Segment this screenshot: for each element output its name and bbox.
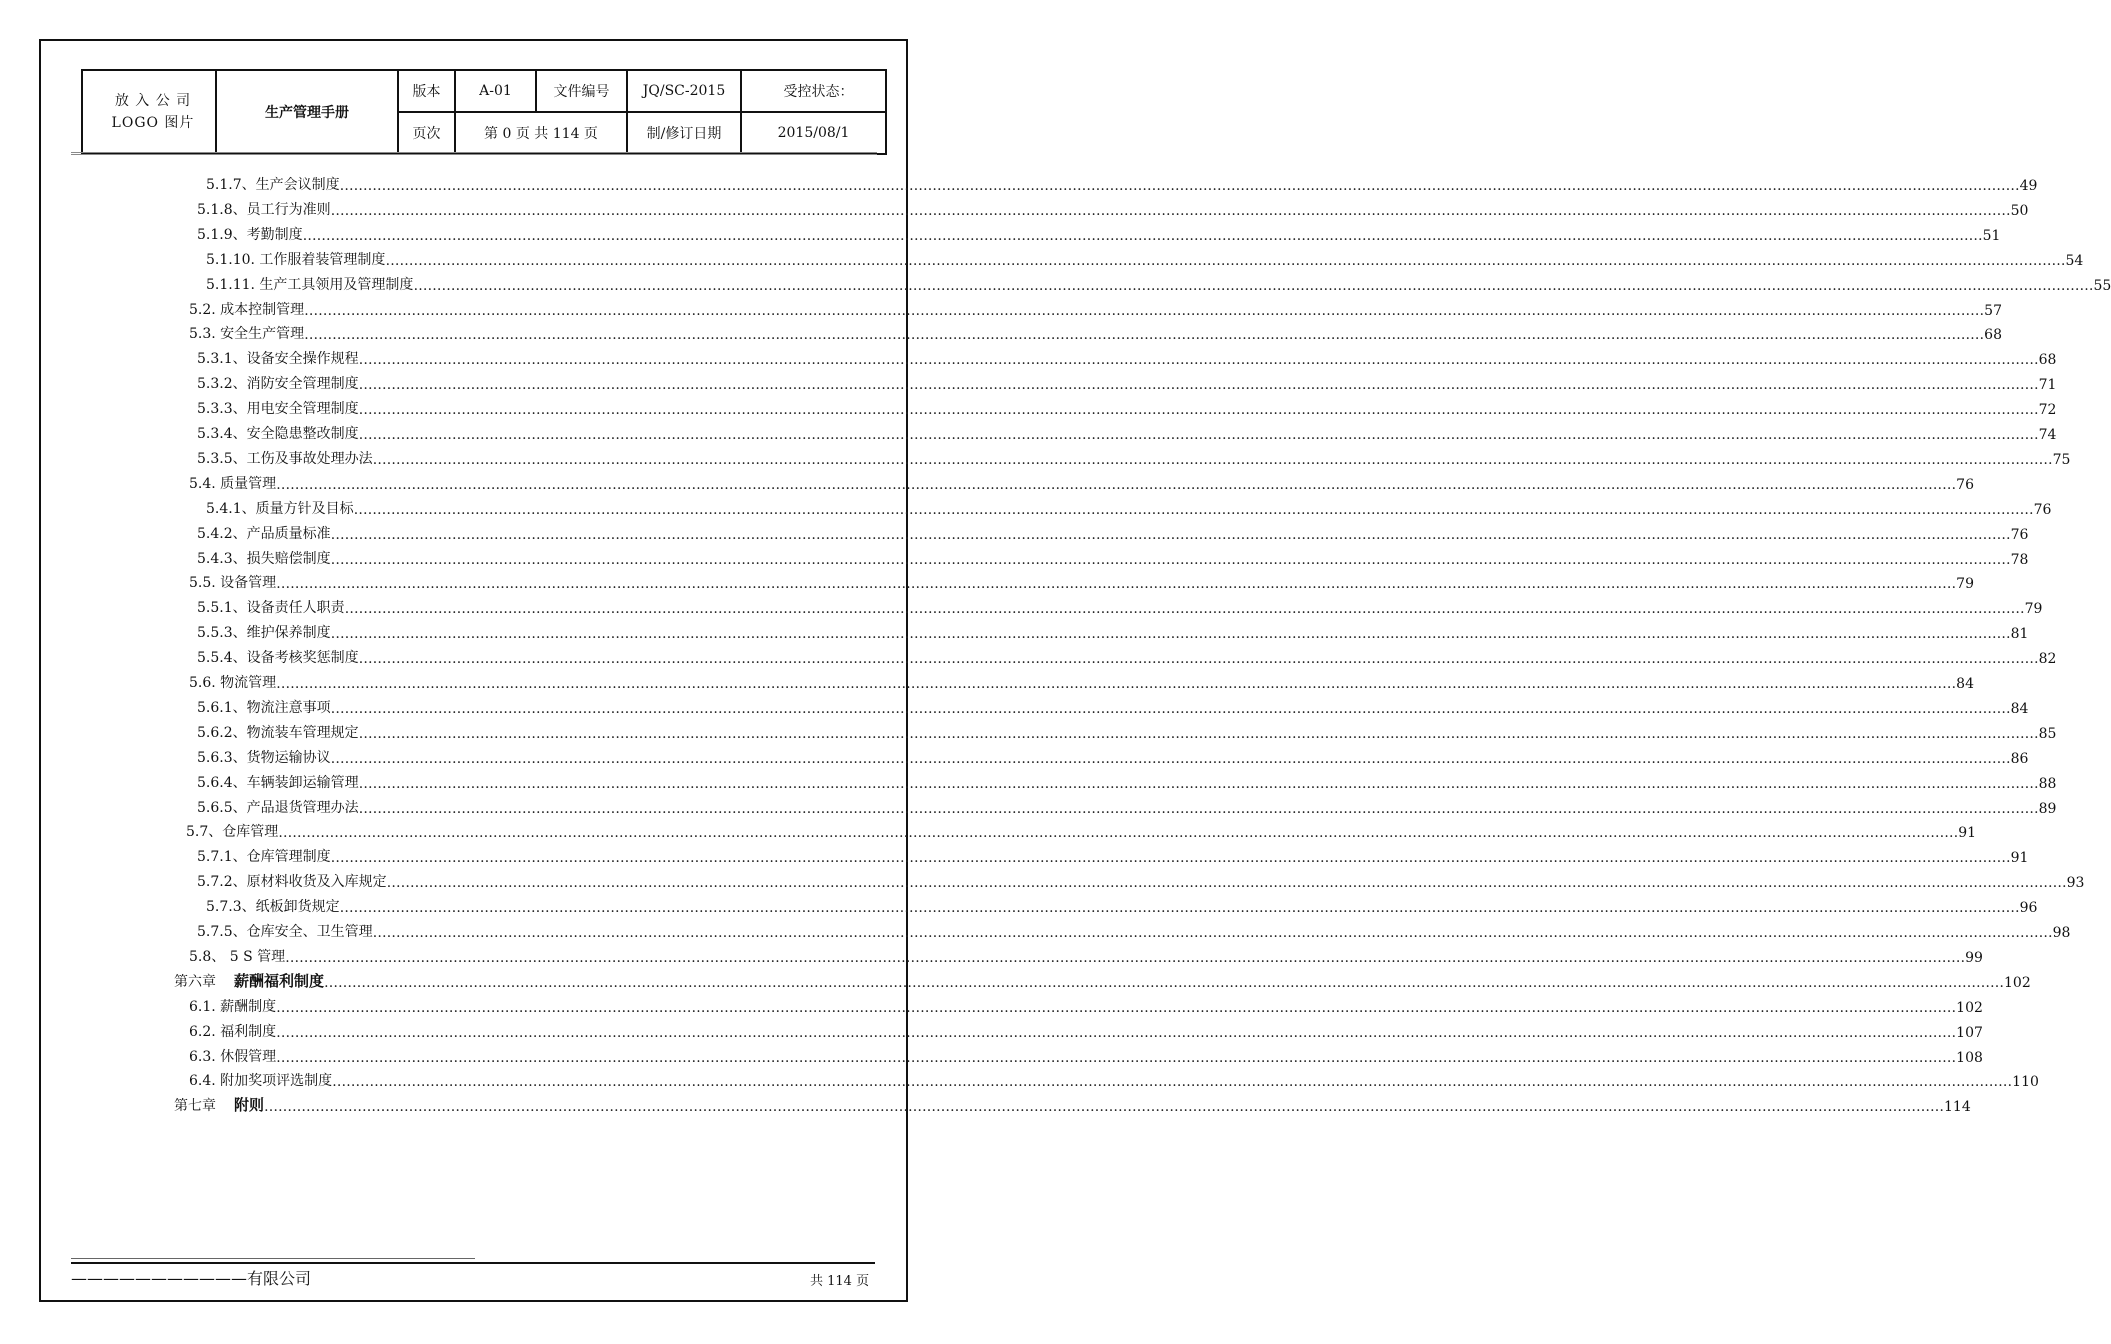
toc-leader-dots: ……………………………………………………………………………………………………………………………………………………………………………………………………………………………………………………………………………………………………………………………… xyxy=(324,974,2005,991)
toc-entry-label: 5.1.10. 工作服着装管理制度 xyxy=(206,251,386,268)
toc-entry[interactable] xyxy=(197,195,2029,219)
toc-entry-label: 5.3.2、消防安全管理制度 xyxy=(197,376,359,393)
toc-page-number: 82 xyxy=(2038,651,2057,668)
toc-entry[interactable] xyxy=(197,718,2057,742)
doc-no-label: 文件编号 xyxy=(536,70,627,112)
toc-leader-dots: ……………………………………………………………………………………………………………………………………………………………………………………………………………………………………………………………………………………………………………………………… xyxy=(276,476,1957,493)
toc-page-number: 51 xyxy=(1982,227,2001,244)
toc-chapter-entry[interactable] xyxy=(174,1091,1971,1116)
toc-entry[interactable] xyxy=(186,817,1977,842)
toc-entry[interactable] xyxy=(197,444,2071,468)
toc-leader-dots: ……………………………………………………………………………………………………………………………………………………………………………………………………………………………………………………………………………………………………………………………… xyxy=(358,725,2039,742)
toc-entry[interactable] xyxy=(189,942,1983,966)
toc-page-number: 93 xyxy=(2066,875,2085,892)
toc-page-number: 84 xyxy=(2010,700,2029,717)
toc-chapter-title: 附则 xyxy=(234,1096,265,1115)
toc-leader-dots: ……………………………………………………………………………………………………………………………………………………………………………………………………………………………………………………………………………………………………………………………… xyxy=(264,1099,1945,1116)
toc-chapter-title: 薪酬福利制度 xyxy=(234,971,325,990)
toc-entry-label: 5.3.4、安全隐患整改制度 xyxy=(197,426,359,442)
toc-leader-dots: ……………………………………………………………………………………………………………………………………………………………………………………………………………………………………………………………………………………………………………………………… xyxy=(276,1049,1957,1066)
toc-entry[interactable] xyxy=(197,743,2029,767)
toc-leader-dots: ……………………………………………………………………………………………………………………………………………………………………………………………………………………………………………………………………………………………………………………………… xyxy=(276,676,1957,692)
toc-entry-label: 5.7、仓库管理 xyxy=(186,824,279,841)
footer-divider-thin xyxy=(71,1258,475,1259)
toc-chapter-entry[interactable] xyxy=(174,967,2031,991)
toc-leader-dots: ……………………………………………………………………………………………………………………………………………………………………………………………………………………………………………………………………………………………………………………………… xyxy=(358,651,2039,668)
toc-entry-label: 5.5. 设备管理 xyxy=(189,575,277,592)
footer-divider-thick xyxy=(71,1262,875,1264)
toc-page-number: 57 xyxy=(1984,302,2002,319)
logo-placeholder xyxy=(82,70,216,154)
toc-entry[interactable] xyxy=(189,1017,1983,1041)
toc-entry-label: 5.7.2、原材料收货及入库规定 xyxy=(197,874,387,891)
toc-page-number: 96 xyxy=(2019,900,2038,917)
toc-leader-dots: ……………………………………………………………………………………………………………………………………………………………………………………………………………………………………………………………………………………………………………………………… xyxy=(330,202,2011,219)
toc-entry[interactable] xyxy=(197,369,2057,394)
toc-leader-dots: ……………………………………………………………………………………………………………………………………………………………………………………………………………………………………………………………………………………………………………………………… xyxy=(358,402,2039,419)
toc-entry-label: 5.3. 安全生产管理 xyxy=(189,326,305,343)
toc-page-number: 74 xyxy=(2038,427,2057,443)
toc-page-number: 75 xyxy=(2052,451,2071,468)
toc-entry[interactable] xyxy=(197,220,2001,244)
toc-leader-dots: ……………………………………………………………………………………………………………………………………………………………………………………………………………………………………………………………………………………………………………………………… xyxy=(285,949,1966,966)
logo-line-1: 放 入 公 司 xyxy=(114,93,192,109)
doc-no-value: JQ/SC-2015 xyxy=(627,70,741,112)
toc-leader-dots: ……………………………………………………………………………………………………………………………………………………………………………………………………………………………………………………………………………………………………………………………… xyxy=(276,999,1957,1016)
toc-entry[interactable] xyxy=(197,419,2057,443)
toc-page-number: 81 xyxy=(2010,626,2029,643)
toc-page-number: 68 xyxy=(2038,352,2057,369)
toc-entry[interactable] xyxy=(197,917,2071,941)
toc-leader-dots: ……………………………………………………………………………………………………………………………………………………………………………………………………………………………………………………………………………………………………………………………… xyxy=(278,825,1959,842)
toc-leader-dots: ……………………………………………………………………………………………………………………………………………………………………………………………………………………………………………………………………………………………………………………………… xyxy=(276,576,1957,593)
toc-leader-dots: ……………………………………………………………………………………………………………………………………………………………………………………………………………………………………………………………………………………………………………………………… xyxy=(330,526,2011,543)
toc-leader-dots: ……………………………………………………………………………………………………………………………………………………………………………………………………………………………………………………………………………………………………………………………… xyxy=(358,427,2039,443)
toc-leader-dots: ……………………………………………………………………………………………………………………………………………………………………………………………………………………………………………………………………………………………………………………………… xyxy=(358,377,2039,394)
toc-leader-dots: ……………………………………………………………………………………………………………………………………………………………………………………………………………………………………………………………………………………………………………………………… xyxy=(385,252,2066,269)
toc-entry[interactable] xyxy=(189,295,2002,319)
toc-page-number: 79 xyxy=(1956,576,1974,593)
toc-page-number: 89 xyxy=(2038,800,2057,817)
toc-page-number: 72 xyxy=(2038,402,2057,419)
toc-entry[interactable] xyxy=(206,270,2111,294)
toc-entry-label: 5.6.5、产品退货管理办法 xyxy=(197,799,359,816)
toc-page-number: 88 xyxy=(2038,775,2057,792)
version-value: A-01 xyxy=(455,70,536,112)
toc-entry[interactable] xyxy=(197,519,2029,543)
toc-page-number: 79 xyxy=(2024,601,2043,618)
toc-page-number: 102 xyxy=(1956,999,1983,1016)
toc-leader-dots: ……………………………………………………………………………………………………………………………………………………………………………………………………………………………………………………………………………………………………………………………… xyxy=(413,277,2094,294)
toc-page-number: 91 xyxy=(1958,825,1977,842)
toc-entry[interactable] xyxy=(197,544,2029,568)
toc-entry-label: 5.5.4、设备考核奖惩制度 xyxy=(197,650,359,667)
toc-entry[interactable] xyxy=(189,568,1974,593)
toc-page-number: 76 xyxy=(1956,476,1974,493)
toc-page-number: 85 xyxy=(2038,725,2057,742)
toc-entry-label: 5.1.9、考勤制度 xyxy=(197,226,303,243)
toc-page-number: 102 xyxy=(2004,974,2031,991)
toc-entry[interactable] xyxy=(197,344,2057,369)
revision-label: 制/修订日期 xyxy=(627,112,741,154)
toc-page-number: 107 xyxy=(1956,1024,1983,1041)
toc-page-number: 76 xyxy=(2033,501,2052,518)
toc-entry[interactable] xyxy=(206,892,2038,917)
toc-entry-label: 5.5.1、设备责任人职责 xyxy=(197,600,345,617)
toc-leader-dots: ……………………………………………………………………………………………………………………………………………………………………………………………………………………………………………………………………………………………………………………………… xyxy=(276,1024,1957,1041)
toc-entry-label: 第七章 xyxy=(174,1098,216,1115)
toc-leader-dots: ……………………………………………………………………………………………………………………………………………………………………………………………………………………………………………………………………………………………………………………………… xyxy=(332,1074,2013,1091)
toc-entry-label: 5.3.1、设备安全操作规程 xyxy=(197,351,359,368)
toc-entry[interactable] xyxy=(197,643,2057,668)
toc-entry[interactable] xyxy=(197,693,2029,717)
revision-value: 2015/08/1 xyxy=(741,112,886,154)
toc-entry-label: 第六章 xyxy=(174,973,216,990)
toc-page-number: 78 xyxy=(2010,551,2029,568)
toc-entry-label: 6.2. 福利制度 xyxy=(189,1023,277,1040)
toc-entry[interactable] xyxy=(189,668,1974,692)
toc-entry-label: 5.5.3、维护保养制度 xyxy=(197,625,331,642)
toc-entry-label: 6.3. 休假管理 xyxy=(189,1048,277,1065)
toc-page-number: 84 xyxy=(1956,676,1974,692)
toc-leader-dots: ……………………………………………………………………………………………………………………………………………………………………………………………………………………………………………………………………………………………………………………………… xyxy=(330,551,2011,568)
toc-entry-label: 5.7.1、仓库管理制度 xyxy=(197,849,331,866)
toc-leader-dots: ……………………………………………………………………………………………………………………………………………………………………………………………………………………………………………………………………………………………………………………………… xyxy=(330,700,2011,717)
toc-entry-label: 5.7.5、仓库安全、卫生管理 xyxy=(197,924,373,940)
toc-leader-dots: ……………………………………………………………………………………………………………………………………………………………………………………………………………………………………………………………………………………………………………………………… xyxy=(304,302,1985,319)
toc-entry-label: 5.2. 成本控制管理 xyxy=(189,301,305,318)
toc-page-number: 91 xyxy=(2010,850,2029,867)
footer-total-pages: 共 114 页 xyxy=(810,1274,870,1289)
document-header-table xyxy=(81,69,887,155)
toc-leader-dots: ……………………………………………………………………………………………………………………………………………………………………………………………………………………………………………………………………………………………………………………………… xyxy=(372,925,2053,941)
toc-page-number: 86 xyxy=(2010,750,2029,767)
page-value: 第 0 页 共 114 页 xyxy=(455,112,627,154)
toc-entry[interactable] xyxy=(206,170,2038,194)
toc-page-number: 54 xyxy=(2065,252,2084,269)
toc-leader-dots: ……………………………………………………………………………………………………………………………………………………………………………………………………………………………………………………………………………………………………………………………… xyxy=(339,900,2020,917)
toc-entry[interactable] xyxy=(206,494,2052,518)
toc-entry-label: 5.1.8、员工行为准则 xyxy=(197,201,331,218)
toc-entry-label: 5.4. 质量管理 xyxy=(189,475,277,492)
toc-entry-label: 6.1. 薪酬制度 xyxy=(189,998,277,1015)
toc-entry[interactable] xyxy=(197,618,2029,643)
version-label: 版本 xyxy=(398,70,455,112)
toc-leader-dots: ……………………………………………………………………………………………………………………………………………………………………………………………………………………………………………………………………………………………………………………………… xyxy=(372,451,2053,468)
toc-page-number: 110 xyxy=(2012,1074,2039,1091)
control-status: 受控状态： xyxy=(741,70,886,112)
toc-leader-dots: ……………………………………………………………………………………………………………………………………………………………………………………………………………………………………………………………………………………………………………………………… xyxy=(358,800,2039,817)
toc-entry-label: 5.4.3、损失赔偿制度 xyxy=(197,550,331,567)
toc-leader-dots: ……………………………………………………………………………………………………………………………………………………………………………………………………………………………………………………………………………………………………………………………… xyxy=(304,327,1985,344)
toc-page-number: 68 xyxy=(1984,327,2002,344)
toc-entry[interactable] xyxy=(189,319,2002,344)
toc-entry-label: 5.8、 5 S 管理 xyxy=(189,948,286,965)
toc-page-number: 55 xyxy=(2093,277,2111,294)
toc-entry-label: 5.6.3、货物运输协议 xyxy=(197,749,331,766)
toc-entry[interactable] xyxy=(189,469,1974,493)
toc-entry-label: 6.4. 附加奖项评选制度 xyxy=(189,1073,333,1090)
toc-leader-dots: ……………………………………………………………………………………………………………………………………………………………………………………………………………………………………………………………………………………………………………………………… xyxy=(386,875,2067,892)
toc-entry[interactable] xyxy=(189,1042,1983,1066)
toc-entry-label: 5.4.2、产品质量标准 xyxy=(197,525,331,542)
toc-leader-dots: ……………………………………………………………………………………………………………………………………………………………………………………………………………………………………………………………………………………………………………………………… xyxy=(358,352,2039,369)
toc-entry-label: 5.6.4、车辆装卸运输管理 xyxy=(197,774,359,791)
toc-leader-dots: ……………………………………………………………………………………………………………………………………………………………………………………………………………………………………………………………………………………………………………………………… xyxy=(302,227,1983,244)
toc-entry-label: 5.1.7、生产会议制度 xyxy=(206,177,340,193)
toc-entry[interactable] xyxy=(197,394,2057,419)
toc-entry-label: 5.4.1、质量方针及目标 xyxy=(206,500,354,517)
page-label: 页次 xyxy=(398,112,455,154)
logo-line-2: LOGO 图片 xyxy=(111,115,195,131)
footer-company: ———————————有限公司 xyxy=(71,1269,312,1288)
toc-entry-label: 5.1.11. 生产工具领用及管理制度 xyxy=(206,276,414,293)
toc-page-number: 50 xyxy=(2010,202,2029,219)
toc-entry[interactable] xyxy=(197,842,2029,867)
toc-entry-label: 5.6.1、物流注意事项 xyxy=(197,699,331,716)
toc-page-number: 49 xyxy=(2019,178,2038,194)
toc-page-number: 71 xyxy=(2038,377,2057,394)
header-divider xyxy=(71,152,877,155)
manual-title: 生产管理手册 xyxy=(216,70,398,154)
toc-leader-dots: ……………………………………………………………………………………………………………………………………………………………………………………………………………………………………………………………………………………………………………………………… xyxy=(330,850,2011,867)
toc-entry[interactable] xyxy=(197,593,2043,618)
toc-page-number: 114 xyxy=(1944,1099,1971,1116)
toc-entry-label: 5.3.5、工伤及事故处理办法 xyxy=(197,450,373,467)
toc-leader-dots: ……………………………………………………………………………………………………………………………………………………………………………………………………………………………………………………………………………………………………………………………… xyxy=(344,601,2025,618)
toc-entry[interactable] xyxy=(197,793,2057,817)
toc-page-number: 98 xyxy=(2052,925,2071,941)
toc-entry-label: 5.6. 物流管理 xyxy=(189,675,277,691)
toc-leader-dots: ……………………………………………………………………………………………………………………………………………………………………………………………………………………………………………………………………………………………………………………………… xyxy=(330,750,2011,767)
toc-page-number: 99 xyxy=(1965,949,1983,966)
toc-entry[interactable] xyxy=(197,867,2085,892)
toc-page-number: 76 xyxy=(2010,526,2029,543)
toc-leader-dots: ……………………………………………………………………………………………………………………………………………………………………………………………………………………………………………………………………………………………………………………………… xyxy=(330,626,2011,643)
toc-entry[interactable] xyxy=(189,1066,2039,1091)
toc-entry[interactable] xyxy=(189,992,1983,1016)
toc-entry-label: 5.7.3、纸板卸货规定 xyxy=(206,899,340,916)
toc-leader-dots: ……………………………………………………………………………………………………………………………………………………………………………………………………………………………………………………………………………………………………………………………… xyxy=(339,178,2020,194)
toc-page-number: 108 xyxy=(1956,1049,1983,1066)
toc-leader-dots: ……………………………………………………………………………………………………………………………………………………………………………………………………………………………………………………………………………………………………………………………… xyxy=(353,501,2034,518)
toc-entry[interactable] xyxy=(197,768,2057,792)
toc-entry-label: 5.6.2、物流装车管理规定 xyxy=(197,724,359,741)
toc-entry[interactable] xyxy=(206,245,2084,269)
toc-entry-label: 5.3.3、用电安全管理制度 xyxy=(197,401,359,418)
toc-leader-dots: ……………………………………………………………………………………………………………………………………………………………………………………………………………………………………………………………………………………………………………………………… xyxy=(358,775,2039,792)
